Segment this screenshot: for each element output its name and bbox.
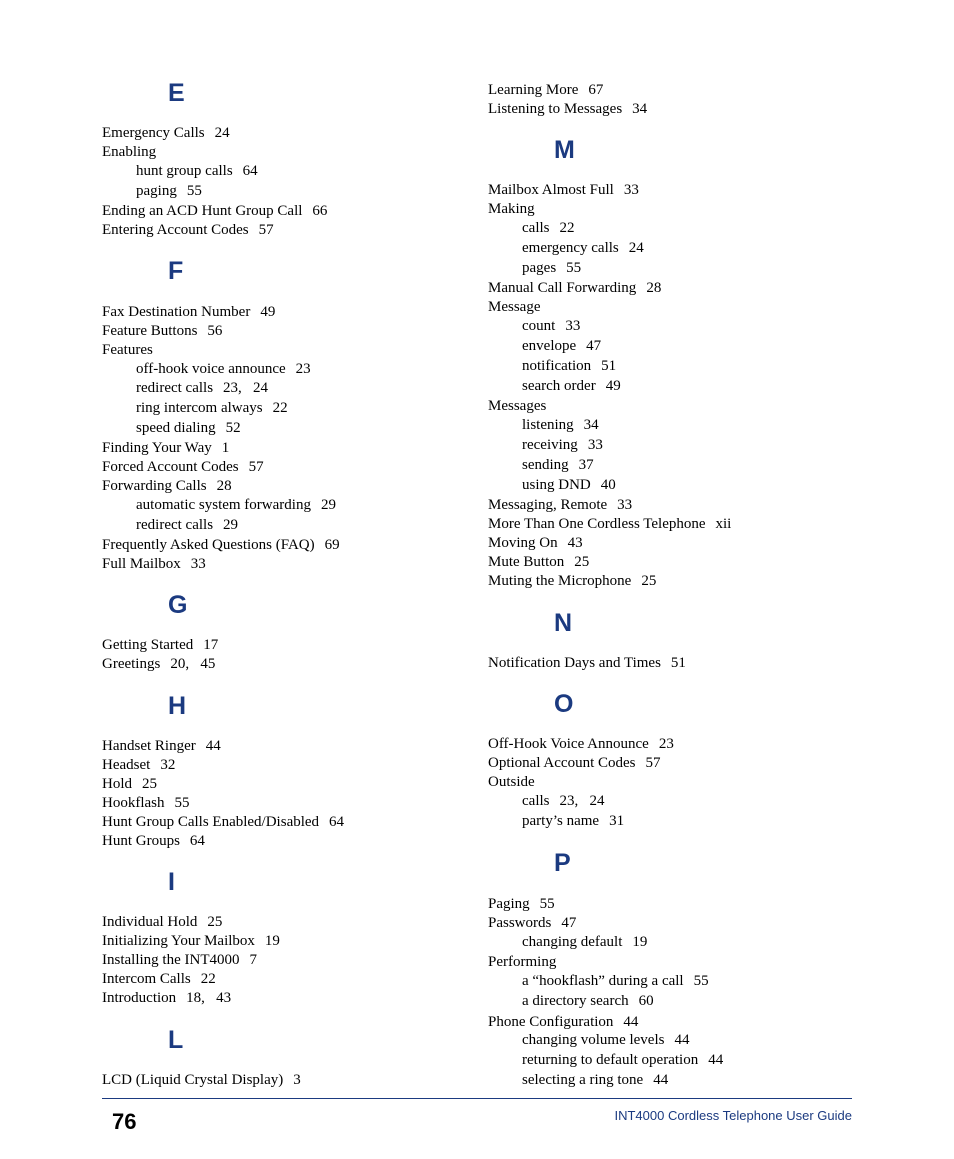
index-subentry: [136, 182, 202, 200]
index-term: Full Mailbox: [102, 556, 181, 572]
index-page-ref: 33: [587, 437, 603, 453]
index-entry: [488, 953, 556, 971]
index-entry: [102, 970, 216, 988]
index-term: Fax Destination Number: [102, 304, 251, 320]
index-entry: [488, 181, 639, 199]
index-term: returning to default operation: [522, 1052, 699, 1068]
index-term: Hunt Groups: [102, 833, 180, 849]
index-subentry: [522, 792, 605, 810]
index-entry: [488, 1013, 638, 1031]
index-page-ref: 64: [329, 814, 345, 830]
index-entry: [102, 341, 153, 359]
index-section-letter: H: [168, 692, 187, 720]
index-page-ref: 60: [638, 993, 654, 1009]
index-page-ref: 23, 24: [223, 380, 269, 396]
footer-title: INT4000 Cordless Telephone User Guide: [614, 1108, 852, 1123]
index-page-ref: 57: [248, 459, 264, 475]
index-term: ring intercom always: [136, 400, 263, 416]
index-entry: [488, 279, 661, 297]
index-entry: [488, 773, 535, 791]
index-entry: [102, 124, 230, 142]
index-term: Headset: [102, 757, 151, 773]
index-term: Enabling: [102, 144, 157, 160]
index-section-letter: N: [554, 609, 573, 637]
index-subentry: [136, 496, 336, 514]
index-term: Moving On: [488, 535, 558, 551]
index-entry: [102, 202, 327, 220]
index-term: Handset Ringer: [102, 738, 196, 754]
index-page-ref: 23, 24: [559, 793, 605, 809]
index-entry: [102, 536, 340, 554]
index-term: Message: [488, 299, 541, 315]
index-subentry: [136, 162, 258, 180]
index-page-ref: 52: [225, 420, 241, 436]
index-term: calls: [522, 793, 550, 809]
index-page-ref: 55: [693, 973, 709, 989]
index-page-ref: 19: [264, 933, 280, 949]
index-section-letter: E: [168, 79, 185, 107]
index-term: Notification Days and Times: [488, 655, 661, 671]
index-term: Getting Started: [102, 637, 194, 653]
index-entry: [102, 932, 280, 950]
index-subentry: [136, 399, 288, 417]
index-page-ref: 55: [566, 260, 582, 276]
index-page-ref: 51: [670, 655, 686, 671]
index-term: redirect calls: [136, 380, 214, 396]
index-term: Performing: [488, 954, 557, 970]
index-page-ref: 29: [223, 517, 239, 533]
index-page-ref: 1: [221, 440, 230, 456]
index-term: envelope: [522, 338, 577, 354]
index-entry: [102, 636, 218, 654]
index-term: count: [522, 318, 556, 334]
index-entry: [102, 913, 222, 931]
index-subentry: [522, 259, 581, 277]
index-page-ref: 55: [174, 795, 190, 811]
index-page-ref: 66: [312, 203, 328, 219]
index-page-ref: 33: [623, 182, 639, 198]
index-term: changing default: [522, 934, 623, 950]
index-entry: [102, 322, 222, 340]
index-section-letter: G: [168, 591, 188, 619]
index-term: selecting a ring tone: [522, 1072, 644, 1088]
index-term: listening: [522, 417, 574, 433]
index-term: Ending an ACD Hunt Group Call: [102, 203, 303, 219]
index-page-ref: 64: [242, 163, 258, 179]
index-term: Messaging, Remote: [488, 497, 608, 513]
index-page-ref: 55: [186, 183, 202, 199]
index-page-ref: 44: [708, 1052, 724, 1068]
index-term: Hunt Group Calls Enabled/Disabled: [102, 814, 320, 830]
index-term: Forced Account Codes: [102, 459, 239, 475]
index-subentry: [522, 812, 624, 830]
index-term: search order: [522, 378, 596, 394]
index-page-ref: 55: [539, 896, 555, 912]
index-page-ref: 24: [628, 240, 644, 256]
index-term: Outside: [488, 774, 535, 790]
index-page-ref: 25: [574, 554, 590, 570]
index-subentry: [522, 337, 601, 355]
page-number: 76: [112, 1109, 137, 1134]
index-term: speed dialing: [136, 420, 216, 436]
index-page-ref: 29: [320, 497, 336, 513]
index-page-ref: 22: [559, 220, 575, 236]
index-page-ref: 7: [249, 952, 257, 968]
index-page-ref: 22: [272, 400, 288, 416]
index-term: Initializing Your Mailbox: [102, 933, 255, 949]
index-term: redirect calls: [136, 517, 214, 533]
index-entry: [102, 477, 232, 495]
footer-rule: [102, 1098, 852, 1099]
index-page-ref: 34: [583, 417, 599, 433]
index-term: Installing the INT4000: [102, 952, 240, 968]
index-page-ref: 44: [205, 738, 221, 754]
index-page-ref: 64: [189, 833, 205, 849]
index-entry: [488, 515, 731, 533]
index-term: Mute Button: [488, 554, 565, 570]
index-term: Learning More: [488, 82, 579, 98]
index-entry: [488, 914, 576, 932]
index-section-letter: M: [554, 136, 575, 164]
index-entry: [488, 298, 541, 316]
index-term: Messages: [488, 398, 547, 414]
index-entry: [488, 496, 632, 514]
index-term: More Than One Cordless Telephone: [488, 516, 706, 532]
index-page-ref: 33: [190, 556, 206, 572]
index-term: Mailbox Almost Full: [488, 182, 614, 198]
index-page-ref: 25: [641, 573, 657, 589]
index-entry: [102, 737, 221, 755]
index-term: Hold: [102, 776, 132, 792]
index-term: changing volume levels: [522, 1032, 665, 1048]
index-term: hunt group calls: [136, 163, 233, 179]
index-page-ref: 18, 43: [186, 990, 232, 1006]
index-term: using DND: [522, 477, 591, 493]
index-page-ref: 67: [588, 82, 604, 98]
index-entry: [488, 397, 546, 415]
index-entry: [102, 832, 205, 850]
index-entry: [102, 303, 275, 321]
index-page-ref: 44: [623, 1014, 639, 1030]
index-page-ref: 28: [216, 478, 232, 494]
index-term: Frequently Asked Questions (FAQ): [102, 537, 315, 553]
index-subentry: [522, 317, 580, 335]
index-subentry: [522, 972, 709, 990]
index-page-ref: 49: [260, 304, 276, 320]
index-subentry: [522, 992, 654, 1010]
index-section-letter: I: [168, 868, 175, 896]
index-term: Paging: [488, 896, 530, 912]
index-subentry: [522, 933, 647, 951]
index-page-ref: 31: [609, 813, 625, 829]
index-term: Listening to Messages: [488, 101, 623, 117]
index-entry: [102, 775, 157, 793]
index-term: a directory search: [522, 993, 629, 1009]
index-page-ref: 3: [293, 1072, 301, 1088]
index-entry: [102, 989, 231, 1007]
index-term: pages: [522, 260, 557, 276]
index-page-ref: 34: [632, 101, 648, 117]
index-page-ref: 24: [214, 125, 230, 141]
index-page-ref: 17: [203, 637, 219, 653]
index-subentry: [522, 436, 603, 454]
index-page-ref: 33: [617, 497, 633, 513]
index-term: Off-Hook Voice Announce: [488, 736, 649, 752]
index-page-ref: 47: [561, 915, 577, 931]
index-subentry: [522, 357, 616, 375]
index-page-ref: 33: [565, 318, 581, 334]
index-subentry: [522, 456, 594, 474]
index-entry: [102, 951, 257, 969]
index-page-ref: 40: [600, 477, 616, 493]
index-entry: [102, 555, 206, 573]
index-term: paging: [136, 183, 177, 199]
index-term: calls: [522, 220, 550, 236]
index-page-ref: 44: [653, 1072, 669, 1088]
index-subentry: [522, 1051, 723, 1069]
index-term: party’s name: [522, 813, 600, 829]
index-term: off-hook voice announce: [136, 361, 286, 377]
index-page-ref: 25: [207, 914, 223, 930]
index-page-ref: 49: [605, 378, 621, 394]
index-term: Greetings: [102, 656, 161, 672]
index-term: Emergency Calls: [102, 125, 205, 141]
index-subentry: [136, 360, 311, 378]
index-subentry: [522, 476, 616, 494]
index-term: Introduction: [102, 990, 177, 1006]
index-term: a “hookflash” during a call: [522, 973, 684, 989]
index-page-ref: 28: [646, 280, 662, 296]
index-entry: [102, 458, 264, 476]
index-section-letter: L: [168, 1026, 184, 1054]
index-entry: [102, 813, 344, 831]
index-entry: [488, 553, 589, 571]
index-section-letter: O: [554, 690, 574, 718]
index-page-ref: 37: [578, 457, 594, 473]
index-page-ref: 69: [324, 537, 340, 553]
index-term: receiving: [522, 437, 578, 453]
index-section-letter: F: [168, 257, 184, 285]
index-entry: [488, 754, 660, 772]
index-page-ref: 32: [160, 757, 176, 773]
index-page-ref: xii: [715, 516, 732, 532]
index-term: Optional Account Codes: [488, 755, 636, 771]
index-entry: [488, 654, 686, 672]
index-term: Feature Buttons: [102, 323, 198, 339]
index-subentry: [522, 219, 575, 237]
index-page-ref: 19: [632, 934, 648, 950]
index-entry: [488, 81, 603, 99]
index-subentry: [136, 379, 268, 397]
index-subentry: [522, 239, 644, 257]
index-page-ref: 57: [645, 755, 661, 771]
index-page-ref: 20, 45: [170, 656, 216, 672]
index-page-ref: 56: [207, 323, 223, 339]
index-subentry: [522, 377, 621, 395]
index-term: LCD (Liquid Crystal Display): [102, 1072, 284, 1088]
index-term: Muting the Microphone: [488, 573, 632, 589]
index-entry: [488, 200, 535, 218]
index-entry: [102, 794, 190, 812]
index-subentry: [136, 516, 238, 534]
index-page-ref: 51: [601, 358, 617, 374]
index-term: Finding Your Way: [102, 440, 212, 456]
index-subentry: [136, 419, 241, 437]
index-term: Individual Hold: [102, 914, 198, 930]
index-term: automatic system forwarding: [136, 497, 311, 513]
index-term: Entering Account Codes: [102, 222, 249, 238]
index-page-ref: 23: [295, 361, 311, 377]
index-term: notification: [522, 358, 592, 374]
index-term: Phone Configuration: [488, 1014, 614, 1030]
index-entry: [488, 572, 656, 590]
index-entry: [102, 439, 229, 457]
index-term: sending: [522, 457, 569, 473]
index-page-ref: 22: [200, 971, 216, 987]
index-page-ref: 25: [142, 776, 157, 792]
index-subentry: [522, 1031, 689, 1049]
index-entry: [102, 756, 175, 774]
index-entry: [488, 895, 555, 913]
index-term: Passwords: [488, 915, 552, 931]
index-entry: [488, 534, 583, 552]
index-entry: [102, 1071, 301, 1089]
index-entry: [102, 655, 215, 673]
index-term: Forwarding Calls: [102, 478, 207, 494]
index-term: Intercom Calls: [102, 971, 191, 987]
index-page-ref: 23: [658, 736, 674, 752]
index-entry: [488, 100, 647, 118]
index-subentry: [522, 416, 599, 434]
index-page-ref: 47: [586, 338, 602, 354]
index-entry: [488, 735, 674, 753]
index-page-ref: 57: [258, 222, 274, 238]
index-term: Hookflash: [102, 795, 165, 811]
index-page-ref: 44: [674, 1032, 690, 1048]
index-subentry: [522, 1071, 668, 1089]
index-entry: [102, 221, 274, 239]
index-term: Features: [102, 342, 153, 358]
index-section-letter: P: [554, 849, 571, 877]
index-term: emergency calls: [522, 240, 619, 256]
index-term: Making: [488, 201, 535, 217]
index-page-ref: 43: [567, 535, 583, 551]
index-term: Manual Call Forwarding: [488, 280, 637, 296]
index-entry: [102, 143, 156, 161]
